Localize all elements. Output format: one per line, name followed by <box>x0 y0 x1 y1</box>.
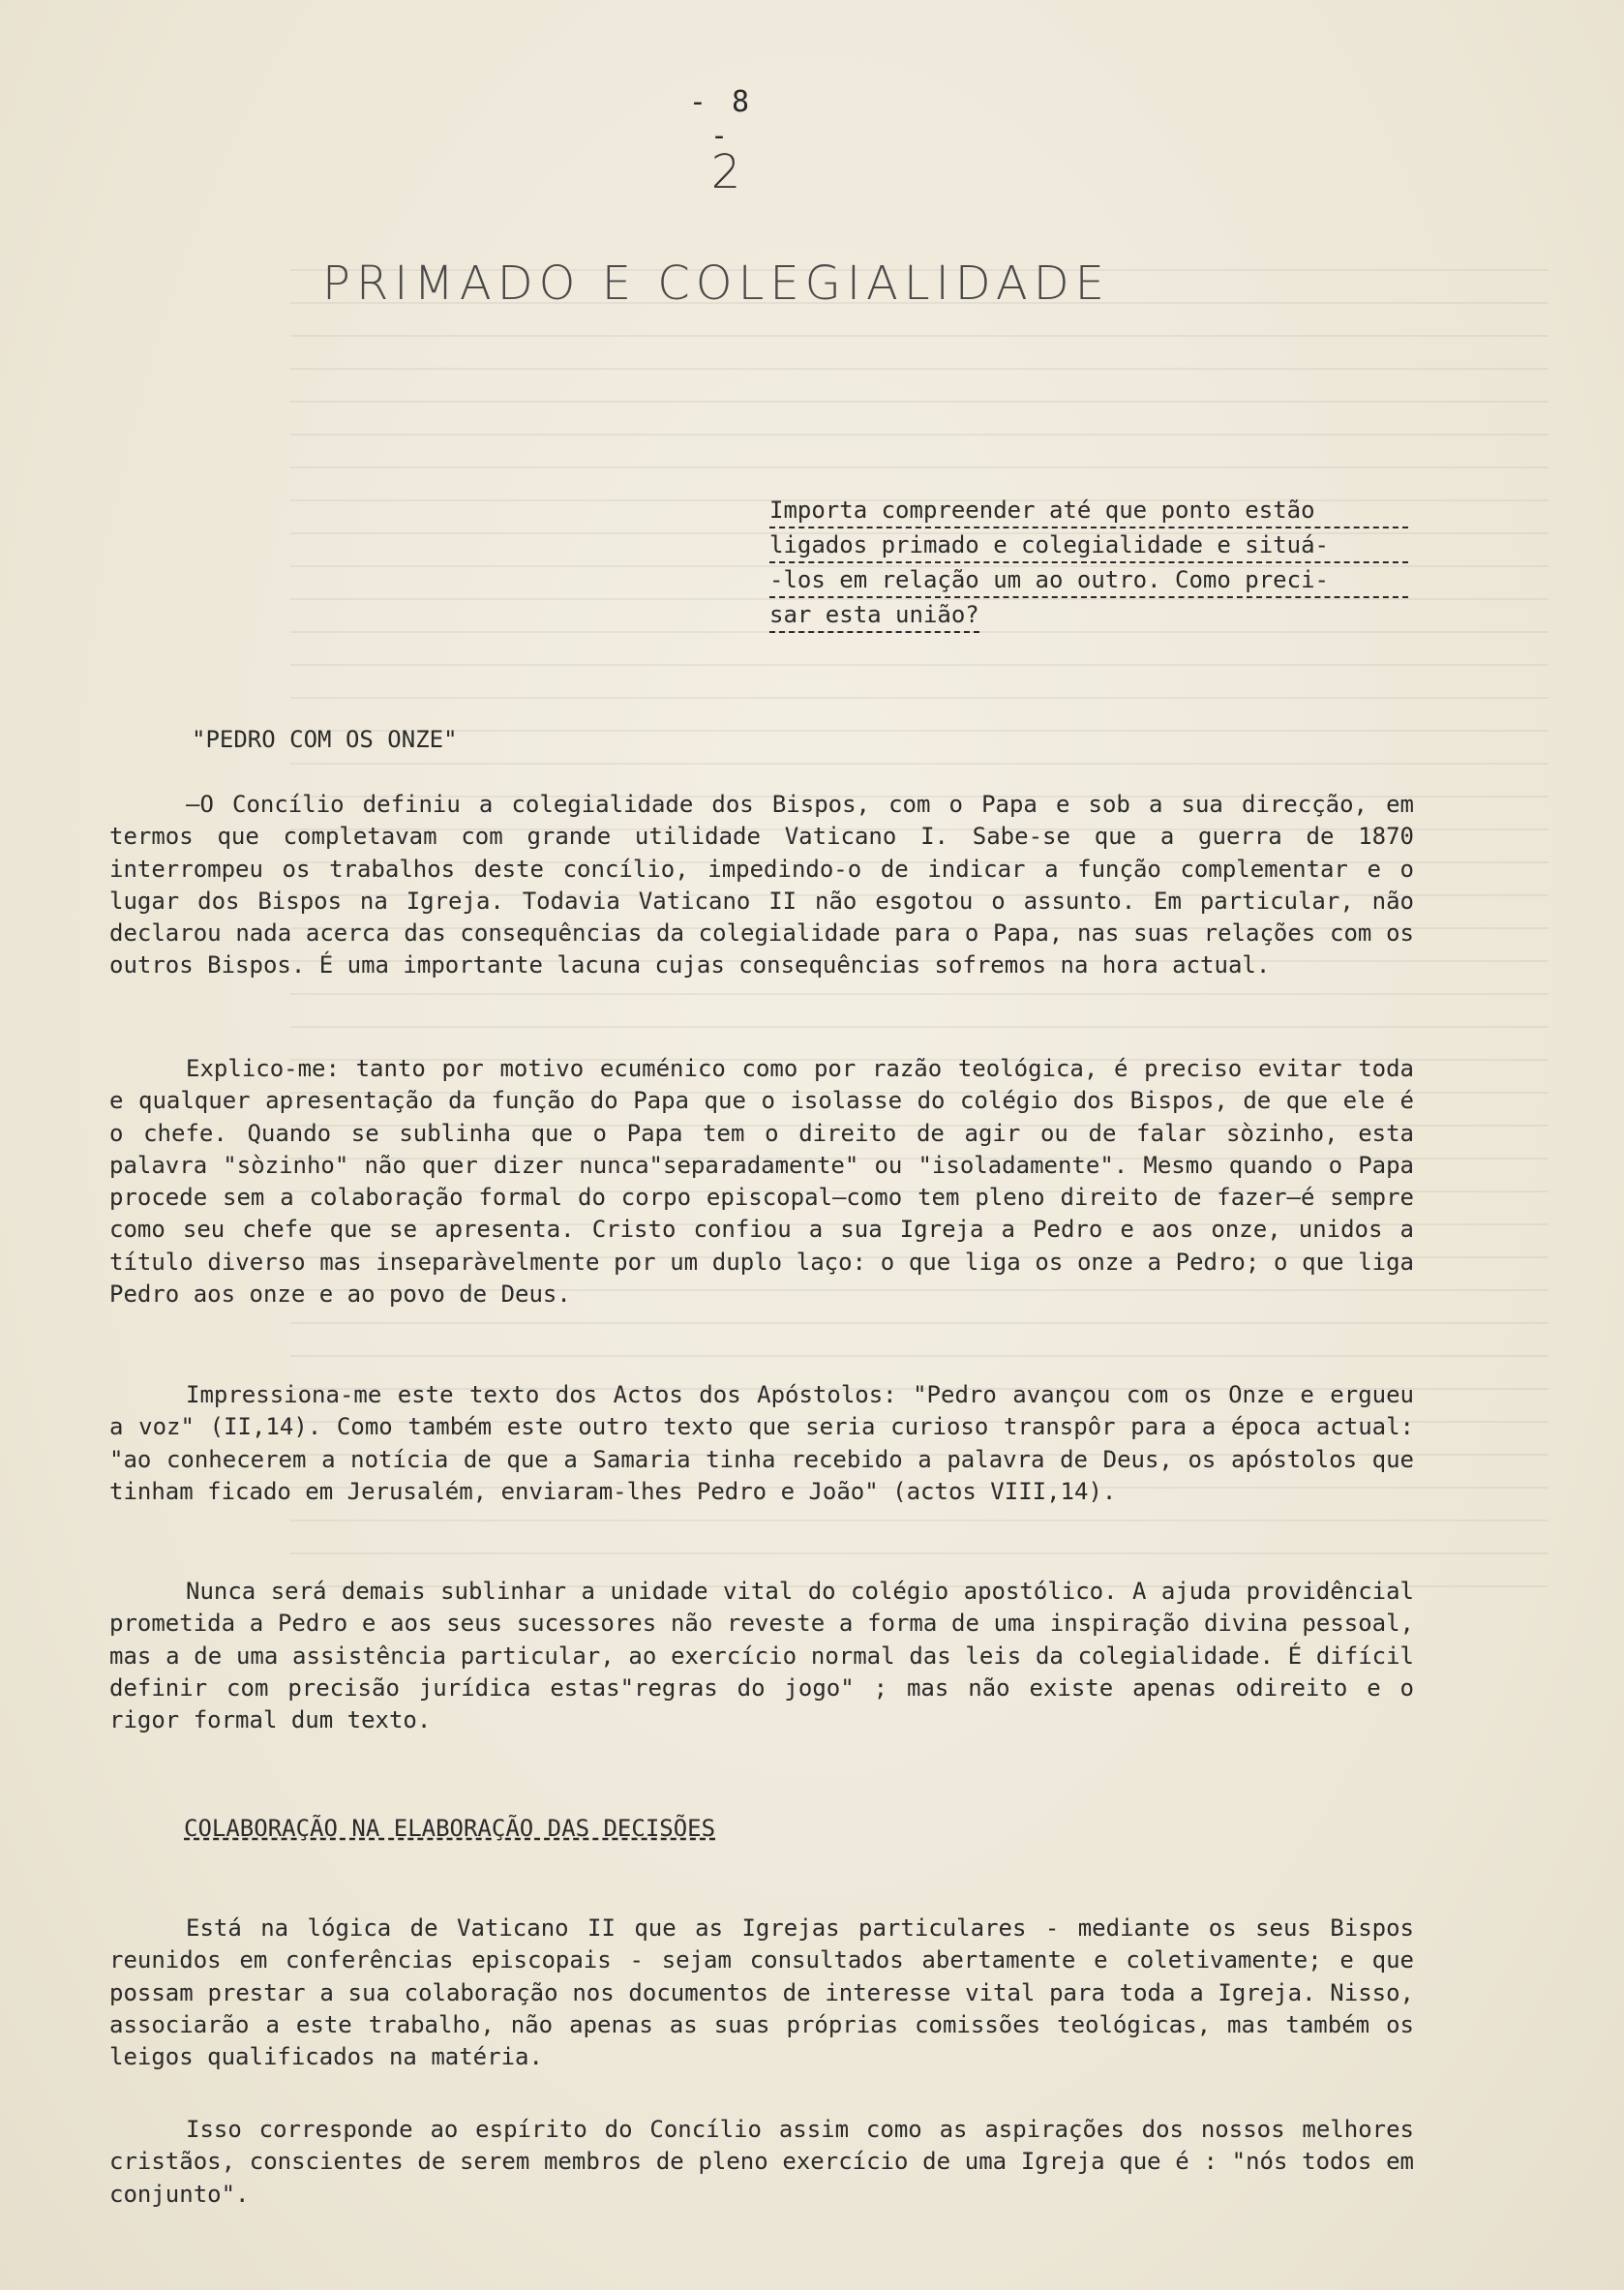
paragraph <box>109 2114 1414 2211</box>
paragraph <box>109 1576 1414 1736</box>
epigraph-line: sar esta união? <box>769 598 979 633</box>
paragraph <box>109 789 1414 982</box>
paragraph <box>109 1053 1414 1311</box>
paragraph-text: Nunca será demais sublinhar a unidade vital do colégio apostólico. A ajuda providêncial prometida a Pedro e aos seus sucessores não reveste a forma de uma inspiração divina pessoal, mas a de uma assistência particular, ao exercício normal das leis da colegialidade. É difícil definir com precisão jurídica estas"regras do jogo" ; mas não existe apenas odireito e o rigor formal dum texto. <box>109 1578 1414 1734</box>
paragraph <box>109 1913 1414 2073</box>
paragraph <box>109 1379 1414 1508</box>
paragraph-text: Impressiona-me este texto dos Actos dos Apóstolos: "Pedro avançou com os Onze e ergueu a voz" (II,14). Como também este outro texto que seria curioso transpôr para a época actual: "ao conhecerem a notícia de que a Samaria tinha recebido a palavra de Deus, os apóstolos que tinham ficado em Jerusalém, enviaram-lhes Pedro e João" (actos VIII,14). <box>109 1381 1414 1505</box>
epigraph-line: -los em relação um ao outro. Como preci- <box>769 563 1408 598</box>
section-heading: COLABORAÇÃO NA ELABORAÇÃO DAS DECISÕES <box>184 1815 716 1842</box>
paragraph-text: Isso corresponde ao espírito do Concílio assim como as aspirações dos nossos melhores cristãos, conscientes de serem membros de pleno exercício de uma Igreja que é : "nós todos em conjunto". <box>109 2116 1414 2208</box>
section-heading: "PEDRO COM OS ONZE" <box>192 726 458 753</box>
epigraph-line: Importa compreender até que ponto estão <box>769 494 1408 528</box>
paragraph-text: Explico-me: tanto por motivo ecuménico como por razão teológica, é preciso evitar toda e qualquer apresentação da função do Papa que o isolasse do colégio dos Bispos, de que ele é o chefe. Quando se sublinha que o Papa tem o direito de agir ou de falar sòzinho, esta palavra "sòzinho" não quer dizer nunca"separadamente" ou "isoladamente". Mesmo quando o Papa procede sem a colaboração formal do corpo episcopal—como tem pleno direito de fazer—é sempre como seu chefe que se apresenta. Cristo confiou a sua Igreja a Pedro e aos onze, unidos a título diverso mas inseparàvelmente por um duplo laço: o que liga os onze a Pedro; o que liga Pedro aos onze e ao povo de Deus. <box>109 1055 1414 1309</box>
chapter-number: 2 <box>710 145 741 199</box>
epigraph-line: ligados primado e colegialidade e situá- <box>769 528 1408 563</box>
epigraph <box>769 494 1408 633</box>
page-number: - 8 - <box>688 85 754 153</box>
paragraph-text: —O Concílio definiu a colegialidade dos Bispos, com o Papa e sob a sua direcção, em termos que completavam com grande utilidade Vaticano I. Sabe-se que a guerra de 1870 interrompeu os trabalhos deste concílio, impedindo-o de indicar a função complementar e o lugar dos Bispos na Igreja. Todavia Vaticano II não esgotou o assunto. Em particular, não declarou nada acerca das consequências da colegialidade para o Papa, nas suas relações com os outros Bispos. É uma importante lacuna cujas consequências sofremos na hora actual. <box>109 791 1414 979</box>
page-title: PRIMADO E COLEGIALIDADE <box>322 256 1110 311</box>
paragraph-text: Está na lógica de Vaticano II que as Igrejas particulares - mediante os seus Bispos reunidos em conferências episcopais - sejam consultados abertamente e coletivamente; e que possam prestar a sua colaboração nos documentos de interesse vital para toda a Igreja. Nisso, associarão a este trabalho, não apenas as suas próprias comissões teológicas, mas também os leigos qualificados na matéria. <box>109 1914 1414 2071</box>
